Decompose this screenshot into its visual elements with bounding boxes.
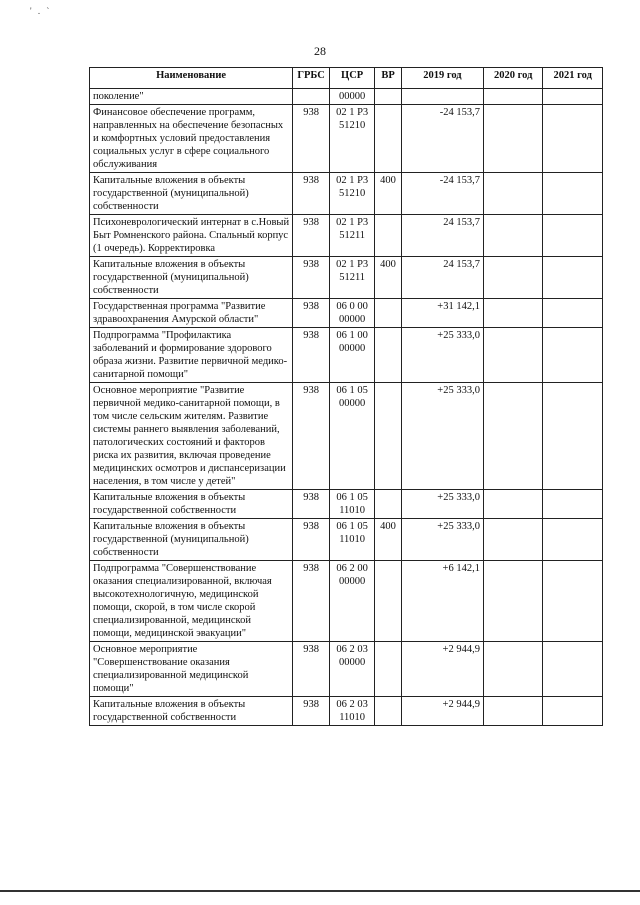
cell-name: Подпрограмма "Совершенствование оказания специализированной, включая высокотехнологичную, медицинской помощи, скорой, в том числе скорой специализированной, медицинской помощи, медицинской эвакуации" [90,561,293,642]
cell-grbs: 938 [293,519,330,561]
cell-2021 [543,383,603,490]
cell-2019: +2 944,9 [401,642,483,697]
cell-2020 [483,173,543,215]
cell-grbs: 938 [293,215,330,257]
cell-2019: +25 333,0 [401,328,483,383]
cell-csr: 06 1 00 00000 [330,328,375,383]
cell-2019: 24 153,7 [401,215,483,257]
cell-2020 [483,697,543,726]
cell-2019: +25 333,0 [401,490,483,519]
table-row [90,299,603,328]
table-row [90,215,603,257]
table-row [90,257,603,299]
header-vr: ВР [375,68,402,89]
cell-name: Капитальные вложения в объекты государственной собственности [90,490,293,519]
table-row [90,173,603,215]
scan-bottom-edge [0,890,640,892]
cell-name: поколение" [90,89,293,105]
cell-grbs: 938 [293,561,330,642]
cell-csr: 06 2 03 11010 [330,697,375,726]
cell-name: Психоневрологический интернат в с.Новый Быт Ромненского района. Спальный корпус (1 очередь). Корректировка [90,215,293,257]
cell-2020 [483,328,543,383]
table-row [90,642,603,697]
cell-2021 [543,328,603,383]
cell-2020 [483,105,543,173]
scan-marks: ' . ` [30,6,52,16]
cell-name: Основное мероприятие "Развитие первичной медико-санитарной помощи, в том числе сельским жителям. Развитие системы раннего выявления заболеваний, патологических состояний и факторов риска их развития, включая проведение медицинских осмотров и диспансеризации населения, в том числе у детей" [90,383,293,490]
table-row [90,490,603,519]
cell-name: Капитальные вложения в объекты государственной (муниципальной) собственности [90,173,293,215]
cell-2019: +6 142,1 [401,561,483,642]
header-2019: 2019 год [401,68,483,89]
cell-2021 [543,697,603,726]
cell-csr: 06 1 05 00000 [330,383,375,490]
cell-csr: 02 1 Р3 51210 [330,173,375,215]
cell-2021 [543,299,603,328]
cell-grbs: 938 [293,490,330,519]
cell-grbs [293,89,330,105]
header-name: Наименование [90,68,293,89]
table-row [90,519,603,561]
cell-vr [375,383,402,490]
cell-vr [375,328,402,383]
cell-grbs: 938 [293,328,330,383]
cell-vr: 400 [375,519,402,561]
cell-name: Государственная программа "Развитие здравоохранения Амурской области" [90,299,293,328]
cell-2021 [543,257,603,299]
table-row [90,328,603,383]
cell-2020 [483,561,543,642]
cell-2020 [483,642,543,697]
header-csr: ЦСР [330,68,375,89]
cell-csr: 06 1 05 11010 [330,490,375,519]
cell-csr: 06 0 00 00000 [330,299,375,328]
cell-grbs: 938 [293,383,330,490]
cell-vr [375,642,402,697]
cell-grbs: 938 [293,697,330,726]
cell-csr: 00000 [330,89,375,105]
cell-2020 [483,257,543,299]
cell-2020 [483,383,543,490]
cell-2021 [543,89,603,105]
cell-vr [375,105,402,173]
cell-2020 [483,490,543,519]
cell-2021 [543,642,603,697]
cell-vr [375,697,402,726]
cell-2020 [483,215,543,257]
table-row [90,89,603,105]
budget-table [89,67,603,726]
cell-2021 [543,105,603,173]
cell-name: Капитальные вложения в объекты государственной (муниципальной) собственности [90,257,293,299]
table-row [90,105,603,173]
table-row [90,697,603,726]
cell-name: Подпрограмма "Профилактика заболеваний и формирование здорового образа жизни. Развитие первичной медико-санитарной помощи" [90,328,293,383]
cell-grbs: 938 [293,173,330,215]
page-number: 28 [314,44,326,58]
cell-2019 [401,89,483,105]
header-2020: 2020 год [483,68,543,89]
cell-csr: 02 1 Р3 51211 [330,215,375,257]
cell-vr [375,215,402,257]
cell-name: Основное мероприятие "Совершенствование оказания специализированной медицинской помощи" [90,642,293,697]
cell-2020 [483,519,543,561]
cell-vr [375,561,402,642]
cell-grbs: 938 [293,257,330,299]
cell-name: Капитальные вложения в объекты государственной (муниципальной) собственности [90,519,293,561]
cell-csr: 02 1 Р3 51210 [330,105,375,173]
cell-csr: 06 1 05 11010 [330,519,375,561]
table-row [90,561,603,642]
cell-2019: -24 153,7 [401,173,483,215]
cell-vr: 400 [375,257,402,299]
cell-csr: 02 1 Р3 51211 [330,257,375,299]
cell-2021 [543,173,603,215]
cell-2021 [543,490,603,519]
cell-vr [375,490,402,519]
cell-2019: +31 142,1 [401,299,483,328]
header-2021: 2021 год [543,68,603,89]
table-header-row [90,68,603,89]
cell-2021 [543,519,603,561]
cell-vr [375,89,402,105]
cell-vr: 400 [375,173,402,215]
cell-vr [375,299,402,328]
cell-grbs: 938 [293,105,330,173]
cell-2020 [483,299,543,328]
header-grbs: ГРБС [293,68,330,89]
cell-2020 [483,89,543,105]
cell-csr: 06 2 03 00000 [330,642,375,697]
cell-csr: 06 2 00 00000 [330,561,375,642]
cell-2019: +2 944,9 [401,697,483,726]
cell-2019: -24 153,7 [401,105,483,173]
cell-name: Финансовое обеспечение программ, направленных на обеспечение безопасных и комфортных условий предоставления социальных услуг в сфере социального обслуживания [90,105,293,173]
cell-2019: +25 333,0 [401,519,483,561]
cell-name: Капитальные вложения в объекты государственной собственности [90,697,293,726]
cell-2019: +25 333,0 [401,383,483,490]
table-row [90,383,603,490]
cell-2019: 24 153,7 [401,257,483,299]
cell-grbs: 938 [293,642,330,697]
cell-2021 [543,215,603,257]
cell-grbs: 938 [293,299,330,328]
cell-2021 [543,561,603,642]
